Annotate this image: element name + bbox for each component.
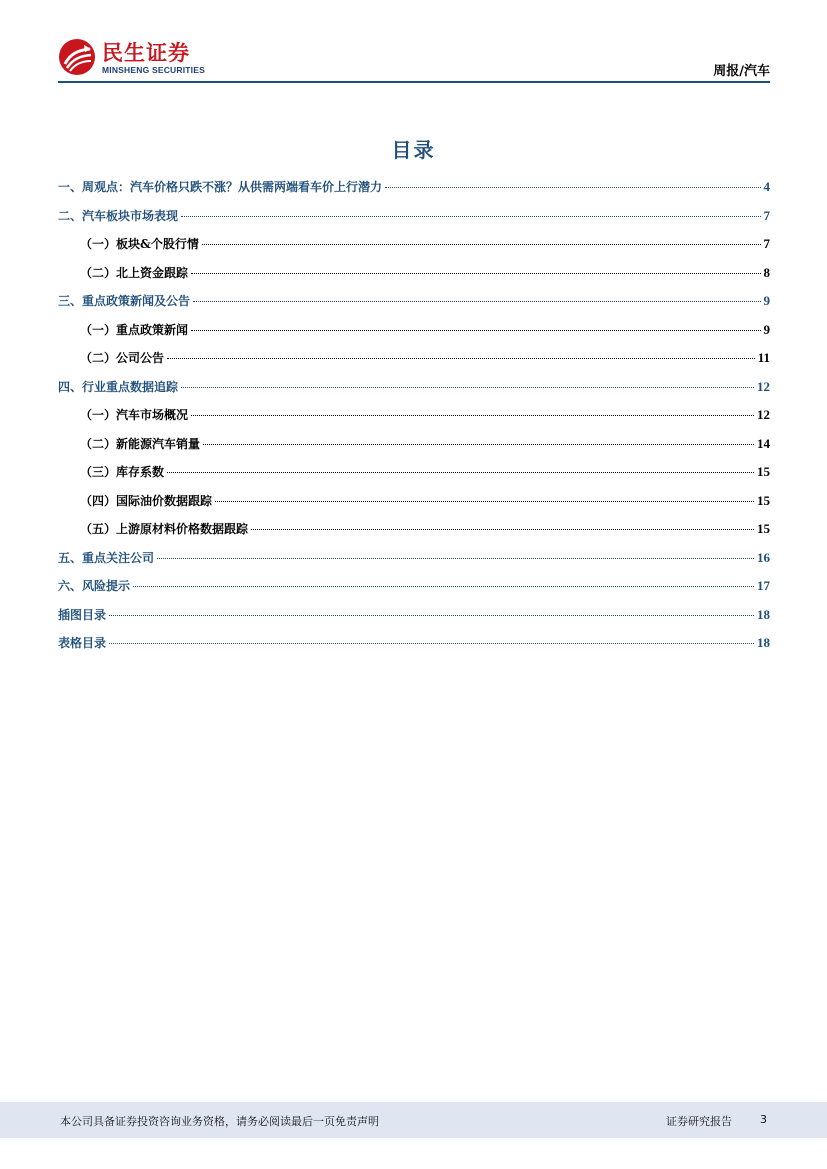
document-type: 周报/汽车 [713, 64, 770, 79]
toc-leader-dots [215, 501, 754, 502]
toc-leader-dots [191, 415, 754, 416]
toc-entry-page: 17 [757, 578, 770, 593]
page-header [58, 36, 770, 84]
toc-entry-page: 12 [757, 407, 770, 422]
toc-entry-page: 9 [763, 321, 770, 337]
toc-entry-label: 插图目录 [58, 607, 107, 622]
toc-leader-dots [181, 387, 754, 388]
toc-entry[interactable] [58, 549, 770, 578]
toc-entry-page: 7 [763, 207, 770, 223]
toc-leader-dots [203, 444, 754, 445]
toc-entry-page: 8 [763, 264, 770, 280]
toc-entry[interactable] [58, 463, 770, 492]
brand-name-cn: 民生证券 [102, 41, 190, 65]
toc-entry-label: （五）上游原材料价格数据跟踪 [80, 522, 249, 536]
toc-entry-page: 12 [757, 378, 770, 394]
minsheng-logo-icon [58, 38, 96, 76]
toc-entry[interactable] [58, 606, 770, 635]
toc-entry-label: 六、风险提示 [58, 579, 131, 593]
toc-entry-page: 16 [757, 549, 770, 565]
toc-leader-dots [133, 586, 754, 587]
toc-entry[interactable] [58, 178, 770, 207]
toc-leader-dots [181, 216, 760, 217]
toc-leader-dots [157, 558, 754, 559]
toc-entry-page: 18 [757, 606, 770, 622]
toc-entry[interactable] [58, 349, 770, 378]
toc-entry-label: 一、周观点：汽车价格只跌不涨？从供需两端看车价上行潜力 [58, 180, 383, 194]
table-of-contents [58, 178, 770, 663]
toc-entry[interactable] [58, 207, 770, 236]
toc-entry-label: （一）重点政策新闻 [80, 322, 189, 337]
toc-leader-dots [193, 301, 760, 302]
toc-leader-dots [191, 330, 760, 331]
toc-entry-label: 五、重点关注公司 [58, 550, 155, 565]
toc-entry-label: 三、重点政策新闻及公告 [58, 294, 191, 308]
toc-leader-dots [167, 472, 754, 473]
toc-entry-label: （一）板块&个股行情 [80, 237, 199, 251]
minsheng-logo [58, 36, 218, 80]
toc-leader-dots [385, 187, 760, 188]
toc-leader-dots [202, 244, 761, 245]
toc-entry-label: （二）北上资金跟踪 [80, 265, 189, 280]
toc-entry-page: 14 [757, 435, 770, 451]
toc-leader-dots [191, 273, 760, 274]
toc-entry[interactable] [58, 321, 770, 350]
toc-entry-label: （一）汽车市场概况 [80, 408, 189, 422]
toc-entry-page: 18 [757, 635, 770, 650]
toc-entry-page: 15 [757, 464, 770, 479]
toc-entry-page: 15 [757, 492, 770, 508]
toc-entry-label: 四、行业重点数据追踪 [58, 379, 179, 394]
footer-page-number: 3 [760, 1113, 767, 1126]
toc-entry[interactable] [58, 520, 770, 549]
page-footer [0, 1102, 827, 1138]
toc-entry-page: 7 [763, 236, 770, 251]
toc-entry[interactable] [58, 378, 770, 407]
footer-disclaimer: 本公司具备证券投资咨询业务资格，请务必阅读最后一页免责声明 [60, 1115, 379, 1128]
toc-entry[interactable] [58, 492, 770, 521]
toc-entry[interactable] [58, 264, 770, 293]
toc-entry-page: 4 [763, 179, 770, 194]
toc-entry-label: 表格目录 [58, 636, 107, 650]
toc-entry-label: （二）新能源汽车销量 [80, 436, 201, 451]
toc-entry-page: 9 [763, 293, 770, 308]
toc-entry[interactable] [58, 235, 770, 264]
toc-entry-label: （二）公司公告 [80, 351, 165, 365]
toc-entry[interactable] [58, 292, 770, 321]
toc-entry[interactable] [58, 435, 770, 464]
toc-leader-dots [109, 643, 754, 644]
toc-leader-dots [109, 615, 754, 616]
header-divider [58, 81, 770, 83]
toc-entry-label: 二、汽车板块市场表现 [58, 208, 179, 223]
toc-entry[interactable] [58, 577, 770, 606]
toc-leader-dots [167, 358, 755, 359]
toc-entry-label: （四）国际油价数据跟踪 [80, 493, 213, 508]
toc-entry[interactable] [58, 406, 770, 435]
toc-leader-dots [251, 529, 754, 530]
toc-title: 目录 [391, 138, 436, 162]
footer-report-type: 证券研究报告 [666, 1115, 732, 1128]
toc-entry-page: 15 [757, 521, 770, 536]
toc-entry-label: （三）库存系数 [80, 465, 165, 479]
toc-entry[interactable] [58, 634, 770, 663]
brand-name-en: MINSHENG SECURITIES [102, 65, 205, 75]
toc-entry-page: 11 [757, 350, 770, 365]
